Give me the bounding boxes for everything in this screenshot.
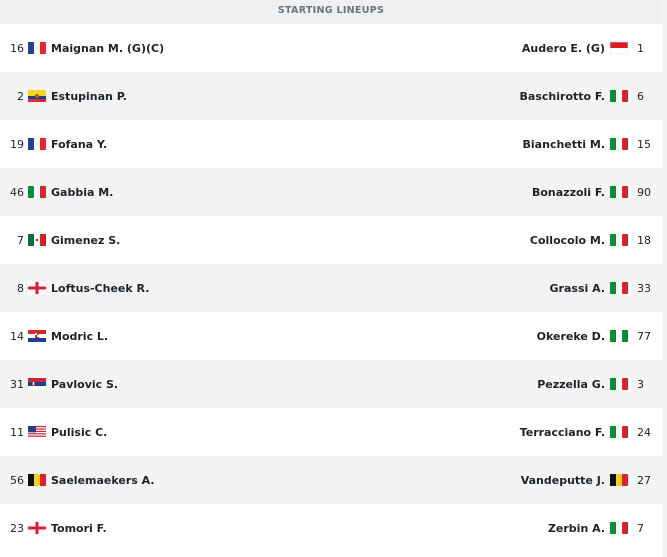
- away-player[interactable]: [530, 234, 653, 247]
- home-player-name[interactable]: Gabbia M.: [51, 185, 114, 199]
- home-player[interactable]: [0, 378, 118, 391]
- away-player-name[interactable]: Zerbin A.: [547, 521, 605, 535]
- belgium-flag-icon: [28, 474, 46, 486]
- italy-flag-icon: [610, 186, 628, 198]
- away-player-number: 6: [637, 89, 644, 103]
- home-player-name[interactable]: Pulisic C.: [51, 425, 108, 439]
- lineup-row: [0, 168, 662, 216]
- away-player-number: 24: [637, 425, 651, 439]
- nigeria-flag-icon: [610, 330, 628, 342]
- away-player-number: 15: [637, 137, 651, 151]
- home-player-name[interactable]: Pavlovic S.: [51, 377, 119, 391]
- away-player-name[interactable]: Vandeputte J.: [520, 473, 605, 487]
- lineup-row: [0, 504, 662, 552]
- away-player-name[interactable]: Collocolo M.: [529, 233, 605, 247]
- lineup-row: [0, 408, 662, 456]
- away-player-number: 27: [637, 473, 651, 487]
- home-player-number: 8: [17, 281, 24, 295]
- away-player-number: 33: [637, 281, 651, 295]
- away-player-name[interactable]: Grassi A.: [549, 281, 605, 295]
- home-player-number: 46: [10, 185, 24, 199]
- home-player-number: 2: [17, 89, 24, 103]
- away-player[interactable]: [537, 330, 653, 343]
- away-player[interactable]: [520, 426, 653, 439]
- serbia-flag-icon: [28, 378, 46, 390]
- home-player-name[interactable]: Estupinan P.: [51, 89, 127, 103]
- home-player-number: 19: [10, 137, 24, 151]
- home-player-number: 14: [10, 329, 24, 343]
- section-header: [0, 0, 662, 24]
- away-player[interactable]: [548, 522, 653, 535]
- lineup-rows: [0, 24, 662, 552]
- away-player-name[interactable]: Baschirotto F.: [519, 89, 605, 103]
- croatia-flag-icon: [28, 330, 46, 342]
- home-player[interactable]: [0, 426, 107, 439]
- away-player-name[interactable]: Okereke D.: [536, 329, 605, 343]
- away-player[interactable]: [532, 186, 653, 199]
- france-flag-icon: [28, 138, 46, 150]
- away-player-name[interactable]: Pezzella G.: [537, 377, 605, 391]
- home-player[interactable]: [0, 474, 155, 487]
- away-player[interactable]: [537, 378, 653, 391]
- italy-flag-icon: [610, 522, 628, 534]
- italy-flag-icon: [610, 90, 628, 102]
- lineup-row: [0, 24, 662, 72]
- lineup-row: [0, 216, 662, 264]
- italy-flag-icon: [28, 186, 46, 198]
- away-player-number: 7: [637, 521, 644, 535]
- italy-flag-icon: [610, 282, 628, 294]
- italy-flag-icon: [610, 426, 628, 438]
- england-flag-icon: [28, 522, 46, 534]
- home-player-name[interactable]: Maignan M. (G)(C): [51, 41, 165, 55]
- france-flag-icon: [28, 42, 46, 54]
- ecuador-flag-icon: [28, 90, 46, 102]
- home-player-name[interactable]: Saelemaekers A.: [51, 473, 155, 487]
- italy-flag-icon: [610, 378, 628, 390]
- italy-flag-icon: [610, 138, 628, 150]
- away-player-name[interactable]: Audero E. (G): [521, 41, 605, 55]
- away-player-number: 90: [637, 185, 651, 199]
- home-player-number: 11: [10, 425, 24, 439]
- home-player-name[interactable]: Fofana Y.: [51, 137, 108, 151]
- home-player[interactable]: [0, 330, 108, 343]
- home-player[interactable]: [0, 138, 107, 151]
- away-player-number: 18: [637, 233, 651, 247]
- mexico-flag-icon: [28, 234, 46, 246]
- home-player-name[interactable]: Gimenez S.: [51, 233, 121, 247]
- belgium-flag-icon: [610, 474, 628, 486]
- home-player-number: 23: [10, 521, 24, 535]
- home-player-number: 16: [10, 41, 24, 55]
- away-player[interactable]: [522, 42, 653, 55]
- section-title: STARTING LINEUPS: [277, 5, 385, 16]
- away-player-number: 77: [637, 329, 651, 343]
- home-player[interactable]: [0, 90, 127, 103]
- england-flag-icon: [28, 282, 46, 294]
- away-player-name[interactable]: Bianchetti M.: [522, 137, 605, 151]
- home-player-number: 31: [10, 377, 24, 391]
- away-player-number: 1: [637, 41, 644, 55]
- lineup-row: [0, 456, 662, 504]
- home-player[interactable]: [0, 522, 107, 535]
- home-player-number: 56: [10, 473, 24, 487]
- home-player-name[interactable]: Modric L.: [51, 329, 109, 343]
- away-player[interactable]: [550, 282, 653, 295]
- home-player[interactable]: [0, 42, 164, 55]
- away-player-number: 3: [637, 377, 644, 391]
- home-player-number: 7: [17, 233, 24, 247]
- home-player[interactable]: [0, 282, 149, 295]
- home-player-name[interactable]: Loftus-Cheek R.: [51, 281, 150, 295]
- away-player[interactable]: [523, 138, 653, 151]
- away-player[interactable]: [520, 90, 653, 103]
- lineup-row: [0, 360, 662, 408]
- lineup-row: [0, 264, 662, 312]
- away-player[interactable]: [521, 474, 653, 487]
- home-player[interactable]: [0, 186, 113, 199]
- indonesia-flag-icon: [610, 42, 628, 54]
- away-player-name[interactable]: Bonazzoli F.: [531, 185, 605, 199]
- italy-flag-icon: [610, 234, 628, 246]
- lineup-row: [0, 312, 662, 360]
- home-player[interactable]: [0, 234, 120, 247]
- home-player-name[interactable]: Tomori F.: [51, 521, 107, 535]
- lineup-row: [0, 72, 662, 120]
- away-player-name[interactable]: Terracciano F.: [519, 425, 605, 439]
- lineup-row: [0, 120, 662, 168]
- usa-flag-icon: [28, 426, 46, 438]
